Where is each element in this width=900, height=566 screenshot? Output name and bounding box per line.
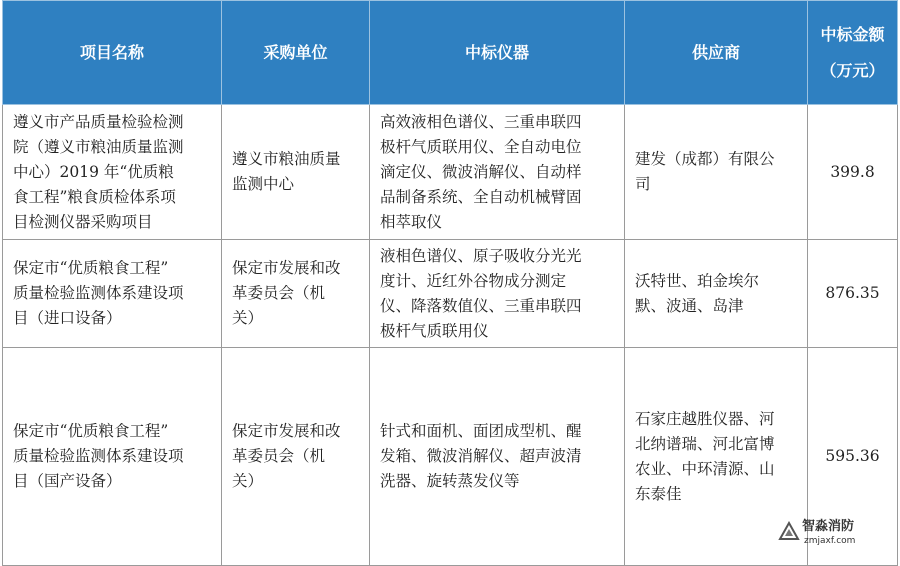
cell-amount: 876.35 <box>808 240 898 348</box>
header-amount-line1: 中标金额 <box>820 24 885 44</box>
header-supplier: 供应商 <box>625 1 808 105</box>
table-row <box>3 240 898 348</box>
cell-instruments: 液相色谱仪、原子吸收分光光 度计、近红外谷物成分测定 仪、降落数值仪、三重串联四 极杆气质联用仪 <box>370 240 625 348</box>
cell-supplier: 石家庄越胜仪器、河 北纳谱瑞、河北富博 农业、中环清源、山 东泰佳 <box>625 348 808 566</box>
cell-instruments: 针式和面机、面团成型机、醒 发箱、微波消解仪、超声波清 洗器、旋转蒸发仪等 <box>370 348 625 566</box>
cell-project: 遵义市产品质量检验检测 院（遵义市粮油质量监测 中心）2019 年“优质粮 食工程”粮食质检体系项 目检测仪器采购项目 <box>3 105 222 240</box>
cell-unit: 遵义市粮油质量 监测中心 <box>222 105 370 240</box>
fire-logo-icon <box>778 521 800 543</box>
cell-instruments: 高效液相色谱仪、三重串联四 极杆气质联用仪、全自动电位 滴定仪、微波消解仪、自动样 品制备系统、全自动机械臂固 相萃取仪 <box>370 105 625 240</box>
cell-amount: 595.36 <box>808 348 898 566</box>
header-project: 项目名称 <box>3 1 222 105</box>
cell-unit: 保定市发展和改 革委员会（机 关） <box>222 240 370 348</box>
header-amount-line2: （万元） <box>820 60 885 80</box>
header-instruments: 中标仪器 <box>370 1 625 105</box>
procurement-table <box>2 0 898 566</box>
cell-supplier: 建发（成都）有限公 司 <box>625 105 808 240</box>
header-unit: 采购单位 <box>222 1 370 105</box>
cell-supplier: 沃特世、珀金埃尔 默、波通、岛津 <box>625 240 808 348</box>
cell-project: 保定市“优质粮食工程” 质量检验监测体系建设项 目（国产设备） <box>3 348 222 566</box>
watermark-url: zmjaxf.com <box>804 536 856 546</box>
table-row <box>3 348 898 566</box>
table-row <box>3 105 898 240</box>
header-row <box>3 1 898 105</box>
watermark-name: 智淼消防 <box>802 519 855 534</box>
cell-unit: 保定市发展和改 革委员会（机 关） <box>222 348 370 566</box>
cell-amount: 399.8 <box>808 105 898 240</box>
cell-project: 保定市“优质粮食工程” 质量检验监测体系建设项 目（进口设备） <box>3 240 222 348</box>
header-amount <box>808 1 898 105</box>
watermark <box>778 517 878 557</box>
